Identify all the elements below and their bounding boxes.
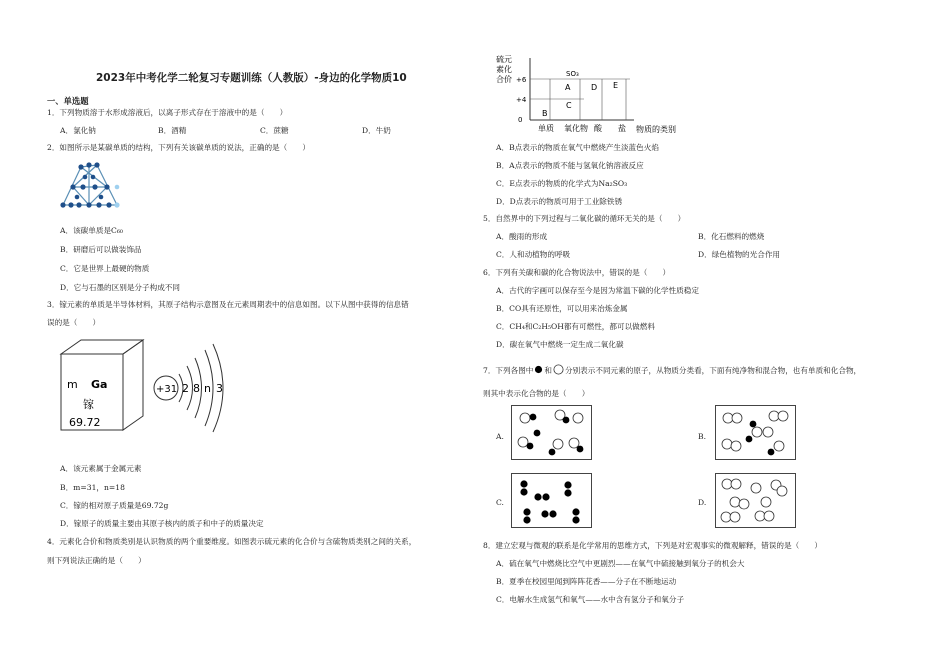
q1-option-b[interactable]: B．酒精 [158,126,187,135]
q7-option-b-box[interactable] [715,405,796,460]
q4-option-d[interactable]: D．D点表示的物质可用于工业除铁锈 [496,197,623,206]
cube-symbol: Ga [91,378,108,391]
point-C: C [566,101,572,110]
point-B: B [542,109,548,118]
shell-1: 2 [182,382,189,395]
q3-option-b[interactable]: B．m=31，n=18 [60,483,125,492]
chart-ylabel-1: 硫元 [496,55,512,64]
q6-option-d[interactable]: D．碳在氧气中燃烧一定生成二氧化碳 [496,340,624,349]
shell-4: 3 [216,382,223,395]
q7-option-b-label[interactable]: B. [698,432,706,441]
q4-stem-line1: 4．元素化合价和物质类别是认识物质的两个重要维度。如图表示硫元素的化合价与含硫物质类别之间的关系， [47,537,417,546]
black-atom-icon [534,365,543,374]
shell-2: 8 [193,382,200,395]
q1-stem: 1．下列物质溶于水形成溶液后，以离子形式存在于溶液中的是（ ） [47,108,288,117]
q3-option-c[interactable]: C．镓的相对原子质量是69.72g [60,501,169,510]
q3-option-d[interactable]: D．镓原子的质量主要由其原子核内的质子和中子的质量决定 [60,519,264,528]
point-D: D [591,83,598,92]
q7-stem-part3: 分别表示不同元素的原子，从物质分类看，下面有纯净物和混合物，也有单质和化合物， [565,366,862,375]
shell-3: n [204,382,211,395]
cube-mass: 69.72 [69,416,101,429]
x-cat-acid: 酸 [594,124,602,133]
q8-option-b[interactable]: B．夏季在校园里闻到阵阵花香——分子在不断地运动 [496,577,677,586]
x-cat-element: 单质 [538,124,554,133]
x-cat-salt: 盐 [618,124,626,133]
q7-b-particles [716,406,795,459]
sulfur-valence-chart [494,52,694,136]
chart-ylabel-3: 合价 [496,75,512,84]
q7-option-c-label[interactable]: C. [496,498,504,507]
q1-option-a[interactable]: A．氯化钠 [60,126,96,135]
cube-name: 镓 [83,398,94,411]
q1-option-c[interactable]: C．蔗糖 [260,126,289,135]
q7-option-d-box[interactable] [715,473,796,528]
q2-stem: 2．如图所示是某碳单质的结构，下列有关该碳单质的说法，正确的是（ ） [47,143,311,152]
q3-stem-line1: 3．镓元素的单质是半导体材料，其原子结构示意图及在元素周期表中的信息如图。以下从图中获得的信息错 [47,300,409,309]
q7-c-particles [512,474,591,527]
q7-option-a-box[interactable] [511,405,592,460]
q4-option-a[interactable]: A．B点表示的物质在氧气中燃烧产生淡蓝色火焰 [496,143,659,152]
q1-option-d[interactable]: D．牛奶 [362,126,391,135]
q8-option-c[interactable]: C．电解水生成氢气和氧气——水中含有氢分子和氧分子 [496,595,685,604]
q4-stem-line2: 则下列说法正确的是（ ） [47,556,146,565]
q5-stem: 5．自然界中的下列过程与二氧化碳的循环无关的是（ ） [483,214,686,223]
nucleus-charge: +31 [156,384,178,395]
q7-option-a-label[interactable]: A. [496,432,504,441]
q6-option-b[interactable]: B．CO具有还原性，可以用来冶炼金属 [496,304,628,313]
q8-option-a[interactable]: A．硫在氧气中燃烧比空气中更剧烈——在氧气中硫接触到氧分子的机会大 [496,559,745,568]
q6-option-c[interactable]: C．CH₄和C₂H₅OH都有可燃性，都可以做燃料 [496,322,655,331]
so3-label: SO₃ [566,70,579,78]
gallium-figure [55,336,235,436]
q7-d-particles [716,474,795,527]
cube-m: m [67,378,78,391]
x-axis-label: 物质的类别 [636,125,676,134]
q3-option-a[interactable]: A．该元素属于金属元素 [60,464,142,473]
q2-option-c[interactable]: C．它是世界上最硬的物质 [60,264,150,273]
q7-stem-part1: 7．下列各图中 [483,366,534,375]
y-tick-0: 0 [518,116,523,124]
q6-option-a[interactable]: A．古代的字画可以保存至今是因为常温下碳的化学性质稳定 [496,286,699,295]
q5-option-a[interactable]: A．酸雨的形成 [496,232,548,241]
section-heading: 一、单选题 [47,96,89,106]
q3-stem-line2: 误的是（ ） [47,318,101,327]
q2-option-b[interactable]: B．研磨后可以做装饰品 [60,245,142,254]
chart-ylabel-2: 素化 [496,65,512,74]
q5-option-c[interactable]: C．人和动植物的呼吸 [496,250,571,259]
y-tick-plus6: +6 [516,76,527,84]
document-title: 2023年中考化学二轮复习专题训练（人教版）-身边的化学物质10 [96,72,407,84]
q4-option-b[interactable]: B．A点表示的物质不能与氢氧化钠溶液反应 [496,161,644,170]
q7-stem-line2: 则其中表示化合物的是（ ） [483,389,590,398]
x-cat-oxide: 氧化物 [564,124,588,133]
q2-option-a[interactable]: A．该碳单质是C₆₀ [60,226,123,235]
point-E: E [613,81,619,90]
q2-option-d[interactable]: D．它与石墨的区别是分子构成不同 [60,283,180,292]
carbon-lattice-figure [55,157,127,215]
q6-stem: 6．下列有关碳和碳的化合物说法中，错误的是（ ） [483,268,671,277]
q7-option-c-box[interactable] [511,473,592,528]
point-A: A [565,83,571,92]
q5-option-b[interactable]: B．化石燃料的燃烧 [698,232,765,241]
q7-option-d-label[interactable]: D. [698,498,707,507]
q7-stem-part2: 和 [544,366,552,375]
q4-option-c[interactable]: C．E点表示的物质的化学式为Na₂SO₃ [496,179,628,188]
q7-a-particles [512,406,591,459]
y-tick-plus4: +4 [516,96,527,104]
q5-option-d[interactable]: D．绿色植物的光合作用 [698,250,781,259]
q7-stem-line1 [483,364,861,376]
q8-stem: 8．建立宏观与微观的联系是化学常用的思维方式，下列是对宏观事实的微观解释，错误的是（ ） [483,541,822,550]
white-atom-icon [553,364,564,375]
